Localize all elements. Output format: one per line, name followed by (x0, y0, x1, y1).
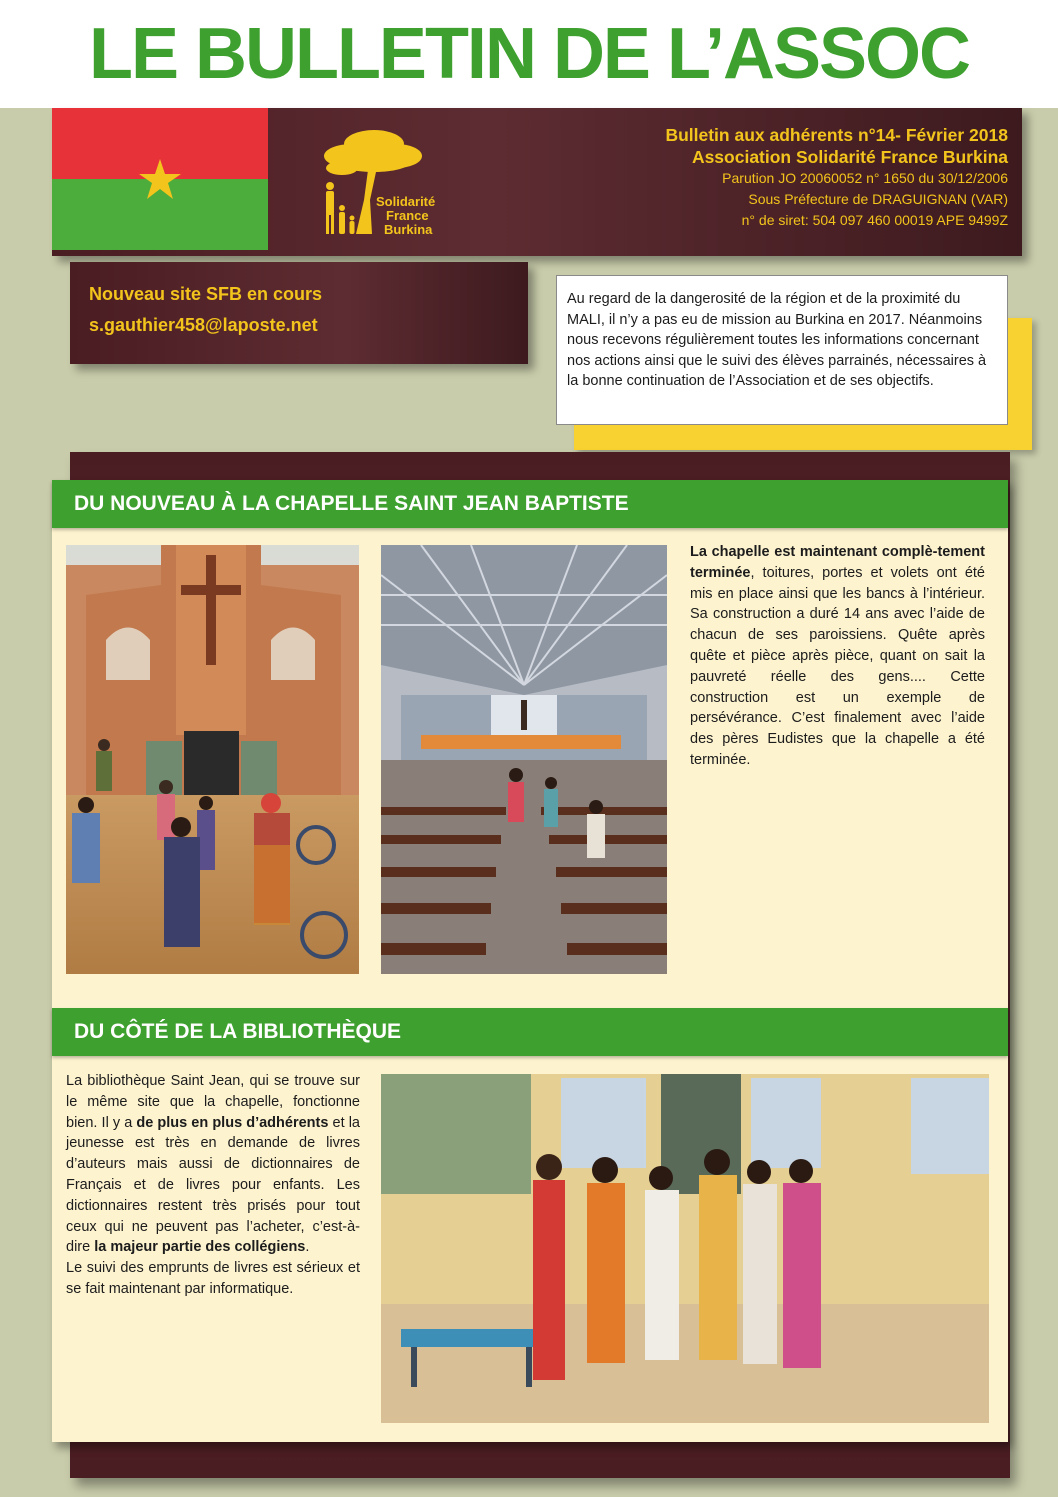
intro-text: Au regard de la dangerosité de la région et de la proximité du MALI, il n’y a pas eu de mission au Burkina en 2017. Néanmoins nous recevons régulièrement toutes les informations concernant nos actions ainsi que le suivi des élèves parrainés, nécessaires à la bonne continuation de l’Association et de ses objectifs. (556, 275, 1008, 425)
library-bold-a: de plus en plus d’adhérents (136, 1114, 329, 1131)
library-group-photo (381, 1074, 989, 1423)
chapel-bold-intro: La chapelle est maintenant complè-tement terminée (690, 544, 985, 581)
logo-text-line3: Burkina (384, 222, 433, 237)
header-prefecture: Sous Préfecture de DRAGUIGNAN (VAR) (748, 191, 1008, 207)
header-association-name: Association Solidarité France Burkina (691, 147, 1008, 167)
bulletin-title: LE BULLETIN DE L’ASSOC (88, 14, 970, 94)
chapel-exterior-photo (66, 545, 359, 974)
chapel-interior-photo (381, 545, 667, 974)
header-parution: Parution JO 20060052 n° 1650 du 30/12/2006 (722, 170, 1008, 186)
section-heading-bibliotheque: DU CÔTÉ DE LA BIBLIOTHÈQUE (52, 1008, 1008, 1056)
library-text-d: Le suivi des emprunts de livres est sérieux et se fait maintenant par informatique. (66, 1260, 360, 1297)
burkina-flag-icon (52, 108, 268, 250)
library-text-c: . (305, 1239, 310, 1256)
library-text (66, 1071, 360, 1300)
chapel-text (690, 542, 985, 771)
website-status: Nouveau site SFB en cours (89, 284, 323, 304)
contact-email[interactable]: s.gauthier458@laposte.net (89, 315, 318, 335)
header-bulletin-number: Bulletin aux adhérents n°14- Février 2018 (665, 125, 1008, 145)
library-text-b: et la jeunesse est très en demande de livres d’auteurs mais aussi de dictionnaires de Français et de livres pour enfants. Les dictionnaires restent très prisés pour tout ceux qui ne peuvent pas l’acheter, c’est-à-dire (66, 1114, 360, 1256)
library-bold-b: la majeur partie des collégiens (94, 1239, 306, 1256)
section-heading-chapelle: DU NOUVEAU À LA CHAPELLE SAINT JEAN BAPTISTE (52, 480, 1008, 528)
header-info (665, 124, 1008, 231)
header-siret: n° de siret: 504 097 460 00019 APE 9499Z (741, 212, 1008, 228)
library-text-a: La bibliothèque Saint Jean, qui se trouve sur le même site que la chapelle, fonctionne bien. Il y a (66, 1073, 360, 1131)
sfb-logo (312, 122, 452, 240)
chapel-body: , toitures, portes et volets ont été mis en place ainsi que les bancs à l’intérieur. Sa construction a duré 14 ans avec l’aide de chacun de ses paroissiens. Quête après quête et pièce après pièce, quant on sait la pauvreté réelle des gens.... Cette construction est un exemple de persévérance. C’est finalement avec l’aide des pères Eudistes que la chapelle a été terminée. (690, 564, 985, 768)
website-box (70, 262, 528, 364)
logo-text-line1: Solidarité (376, 194, 436, 209)
logo-text-line2: France (386, 208, 429, 223)
